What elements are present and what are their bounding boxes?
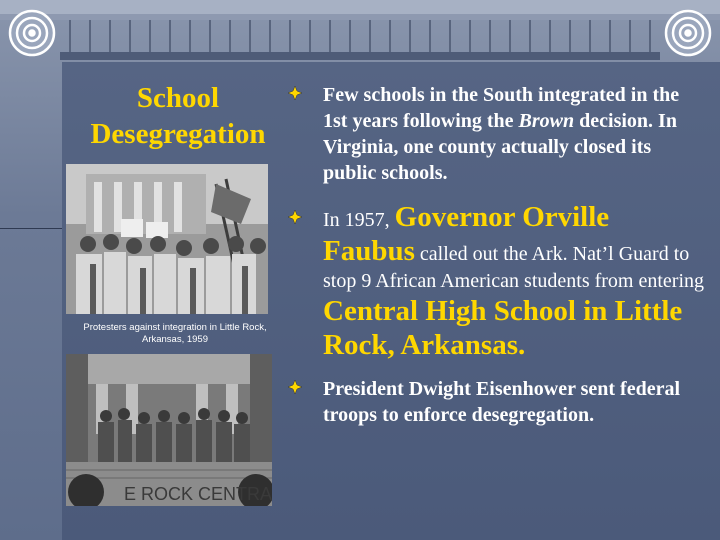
bullet-2-text-b: called out the Ark. Nat’l Guard to stop 9 African American students from entering: [323, 243, 705, 292]
bullet-2-highlight-2: Central High School in Little Rock, Arkansas.: [323, 295, 683, 361]
bullet-1-text-b: decision. In Virginia, one county actually closed its public schools.: [323, 110, 677, 184]
bullet-item-2: [288, 200, 708, 362]
volute-left: [10, 11, 54, 55]
bullet-item-1: [288, 82, 708, 186]
volute-right: [666, 11, 710, 55]
troops-photo: [66, 354, 272, 506]
bullet-2-highlight-1: Governor Orville Faubus: [323, 201, 610, 267]
bullet-1-text-a: Few schools in the South integrated in the 1st years following the: [323, 84, 680, 132]
slide-title: [74, 80, 282, 152]
bullet-3-text: President Dwight Eisenhower sent federal troops to enforce desegregation.: [323, 378, 681, 426]
bullet-1-italic: Brown: [518, 110, 575, 132]
title-line-2: Desegregation: [90, 118, 266, 150]
divider-line: [0, 228, 62, 229]
ionic-column-capital: [0, 0, 720, 60]
photo-caption: Protesters against integration in Little Rock, Arkansas, 1959: [83, 322, 267, 345]
title-line-1: School: [136, 82, 220, 114]
photo-sign-text: E ROCK CENTRA: [124, 484, 272, 504]
bullet-item-3: [288, 376, 708, 428]
bullet-star-icon: [288, 86, 302, 100]
bullet-list: [288, 82, 708, 428]
bullet-2-text-a: In 1957,: [323, 209, 395, 231]
bullet-star-icon: [288, 380, 302, 394]
protest-photo: [66, 164, 268, 314]
bullet-star-icon: [288, 210, 302, 224]
